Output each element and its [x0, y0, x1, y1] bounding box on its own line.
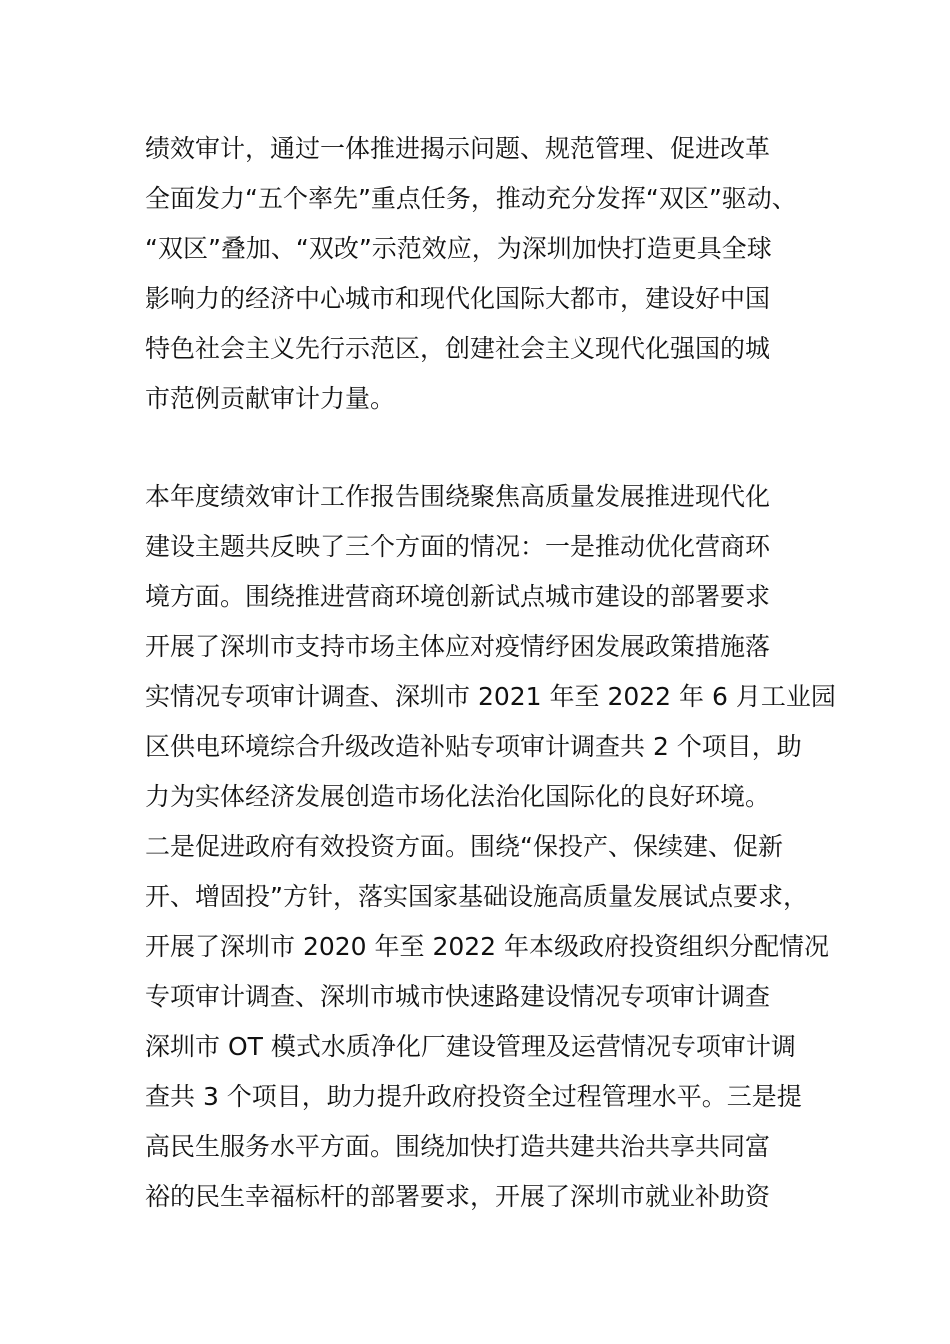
- text-line: 市范例贡献审计力量。: [145, 384, 396, 413]
- text-line: 建设主题共反映了三个方面的情况：一是推动优化营商环: [145, 532, 771, 561]
- text-line: 力为实体经济发展创造市场化法治化国际化的良好环境。: [145, 782, 771, 811]
- text-line: 特色社会主义先行示范区，创建社会主义现代化强国的城: [145, 334, 771, 363]
- text-line: 二是促进政府有效投资方面。围绕“保投产、保续建、促新: [145, 832, 783, 861]
- text-line: 开展了深圳市 2020 年至 2022 年本级政府投资组织分配情况: [145, 932, 830, 961]
- text-line: 裕的民生幸福标杆的部署要求，开展了深圳市就业补助资: [145, 1182, 771, 1211]
- text-line: “双区”叠加、“双改”示范效应，为深圳加快打造更具全球: [145, 234, 772, 263]
- text-line: 查共 3 个项目，助力提升政府投资全过程管理水平。三是提: [145, 1082, 802, 1111]
- text-line: 专项审计调查、深圳市城市快速路建设情况专项审计调查: [145, 982, 771, 1011]
- paragraph-2: [145, 472, 845, 1222]
- text-line: 本年度绩效审计工作报告围绕聚焦高质量发展推进现代化: [145, 482, 771, 511]
- text-line: 深圳市 OT 模式水质净化厂建设管理及运营情况专项审计调: [145, 1032, 796, 1061]
- text-line: 境方面。围绕推进营商环境创新试点城市建设的部署要求: [145, 582, 771, 611]
- text-line: 绩效审计，通过一体推进揭示问题、规范管理、促进改革: [145, 134, 771, 163]
- text-line: 区供电环境综合升级改造补贴专项审计调查共 2 个项目，助: [145, 732, 802, 761]
- text-line: 开、增固投”方针，落实国家基础设施高质量发展试点要求，: [145, 882, 808, 911]
- text-line: 全面发力“五个率先”重点任务，推动充分发挥“双区”驱动、: [145, 184, 797, 213]
- paragraph-1: [145, 124, 845, 424]
- text-line: 开展了深圳市支持市场主体应对疫情纾困发展政策措施落: [145, 632, 771, 661]
- text-line: 影响力的经济中心城市和现代化国际大都市，建设好中国: [145, 284, 771, 313]
- text-line: 实情况专项审计调查、深圳市 2021 年至 2022 年 6 月工业园: [145, 682, 836, 711]
- text-line: 高民生服务水平方面。围绕加快打造共建共治共享共同富: [145, 1132, 771, 1161]
